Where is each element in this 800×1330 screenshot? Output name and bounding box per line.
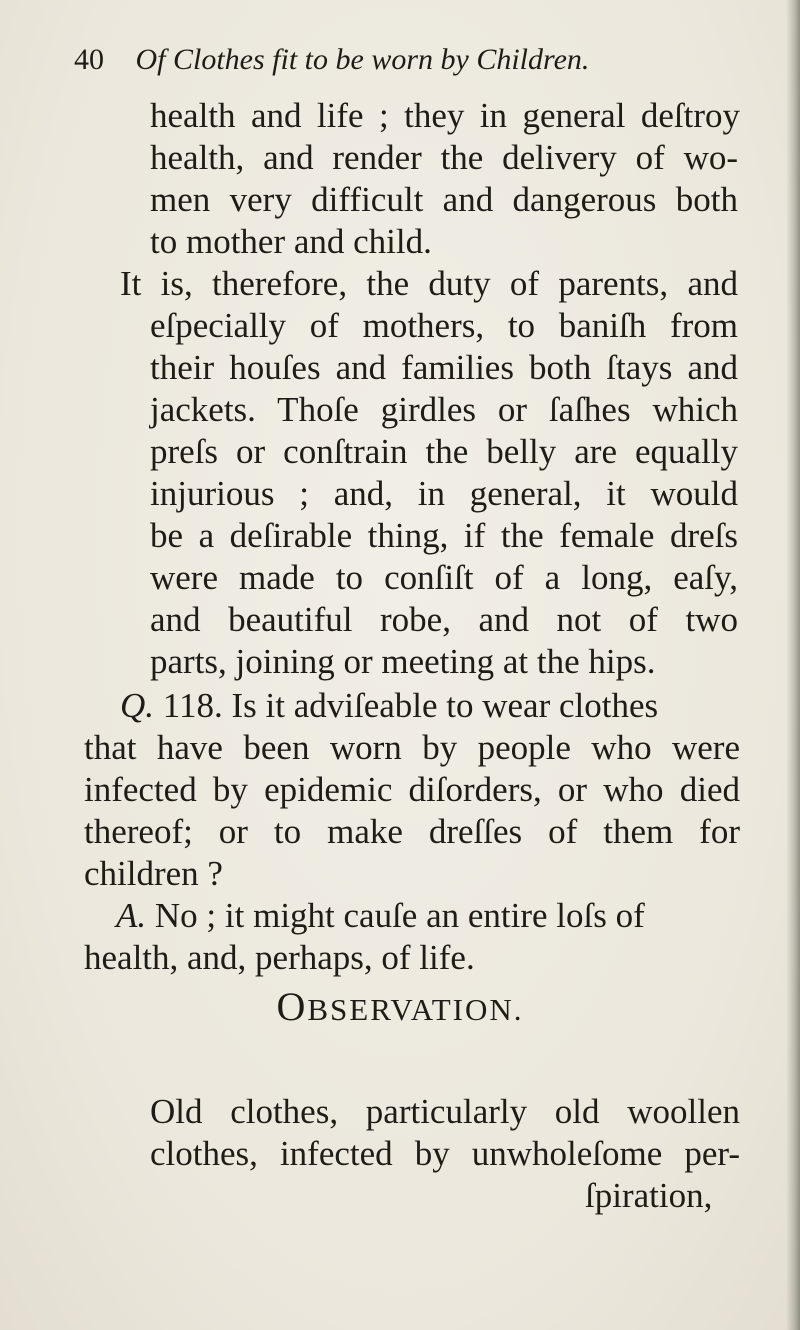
body-line: their houſes and families both ſtays and bbox=[150, 348, 738, 387]
body-line: be a deſirable thing, if the female dreſs bbox=[150, 516, 738, 555]
observation-heading bbox=[200, 985, 600, 1032]
observation-heading-initial: O bbox=[276, 984, 308, 1029]
observation-line: Old clothes, particularly old woollen bbox=[150, 1092, 740, 1131]
question-line: infected by epidemic diſorders, or who died bbox=[84, 770, 740, 809]
question-first-line bbox=[120, 684, 740, 728]
body-line: men very difficult and dangerous both bbox=[150, 180, 738, 219]
body-line: health, and render the delivery of wo- bbox=[150, 138, 738, 177]
body-line: health and life ; they in general deſtroy bbox=[150, 96, 740, 135]
observation-heading-rest: BSERVATION. bbox=[307, 992, 524, 1027]
body-line: injurious ; and, in general, it would bbox=[150, 474, 738, 513]
body-line: It is, therefore, the duty of parents, and bbox=[120, 264, 738, 303]
observation-line: ſpiration, bbox=[585, 1176, 713, 1215]
question-text: 118. Is it adviſeable to wear clothes bbox=[154, 686, 659, 725]
body-line: jackets. Thoſe girdles or ſaſhes which bbox=[150, 390, 738, 429]
running-title: Of Clothes fit to be worn by Children. bbox=[135, 43, 590, 76]
body-line: eſpecially of mothers, to baniſh from bbox=[150, 306, 738, 345]
body-line: were made to conſiſt of a long, eaſy, bbox=[150, 558, 738, 597]
page-edge-shadow bbox=[786, 0, 800, 1330]
answer-text: No ; it might cauſe an entire loſs of bbox=[146, 896, 645, 935]
page-number: 40 bbox=[74, 43, 104, 76]
body-line: and beautiful robe, and not of two bbox=[150, 600, 738, 639]
question-marker: Q. bbox=[120, 686, 155, 725]
observation-line: clothes, infected by unwholeſome per- bbox=[150, 1134, 740, 1173]
question-line: that have been worn by people who were bbox=[84, 728, 740, 767]
body-line: preſs or conſtrain the belly are equally bbox=[150, 432, 738, 471]
answer-first-line bbox=[116, 894, 740, 938]
question-line: children ? bbox=[84, 854, 223, 893]
body-line: parts, joining or meeting at the hips. bbox=[150, 642, 656, 681]
answer-line: health, and, perhaps, of life. bbox=[84, 938, 475, 977]
answer-marker: A. bbox=[116, 896, 147, 935]
question-line: thereof; or to make dreſſes of them for bbox=[84, 812, 740, 851]
body-line: to mother and child. bbox=[150, 222, 432, 261]
page-header bbox=[74, 40, 694, 80]
